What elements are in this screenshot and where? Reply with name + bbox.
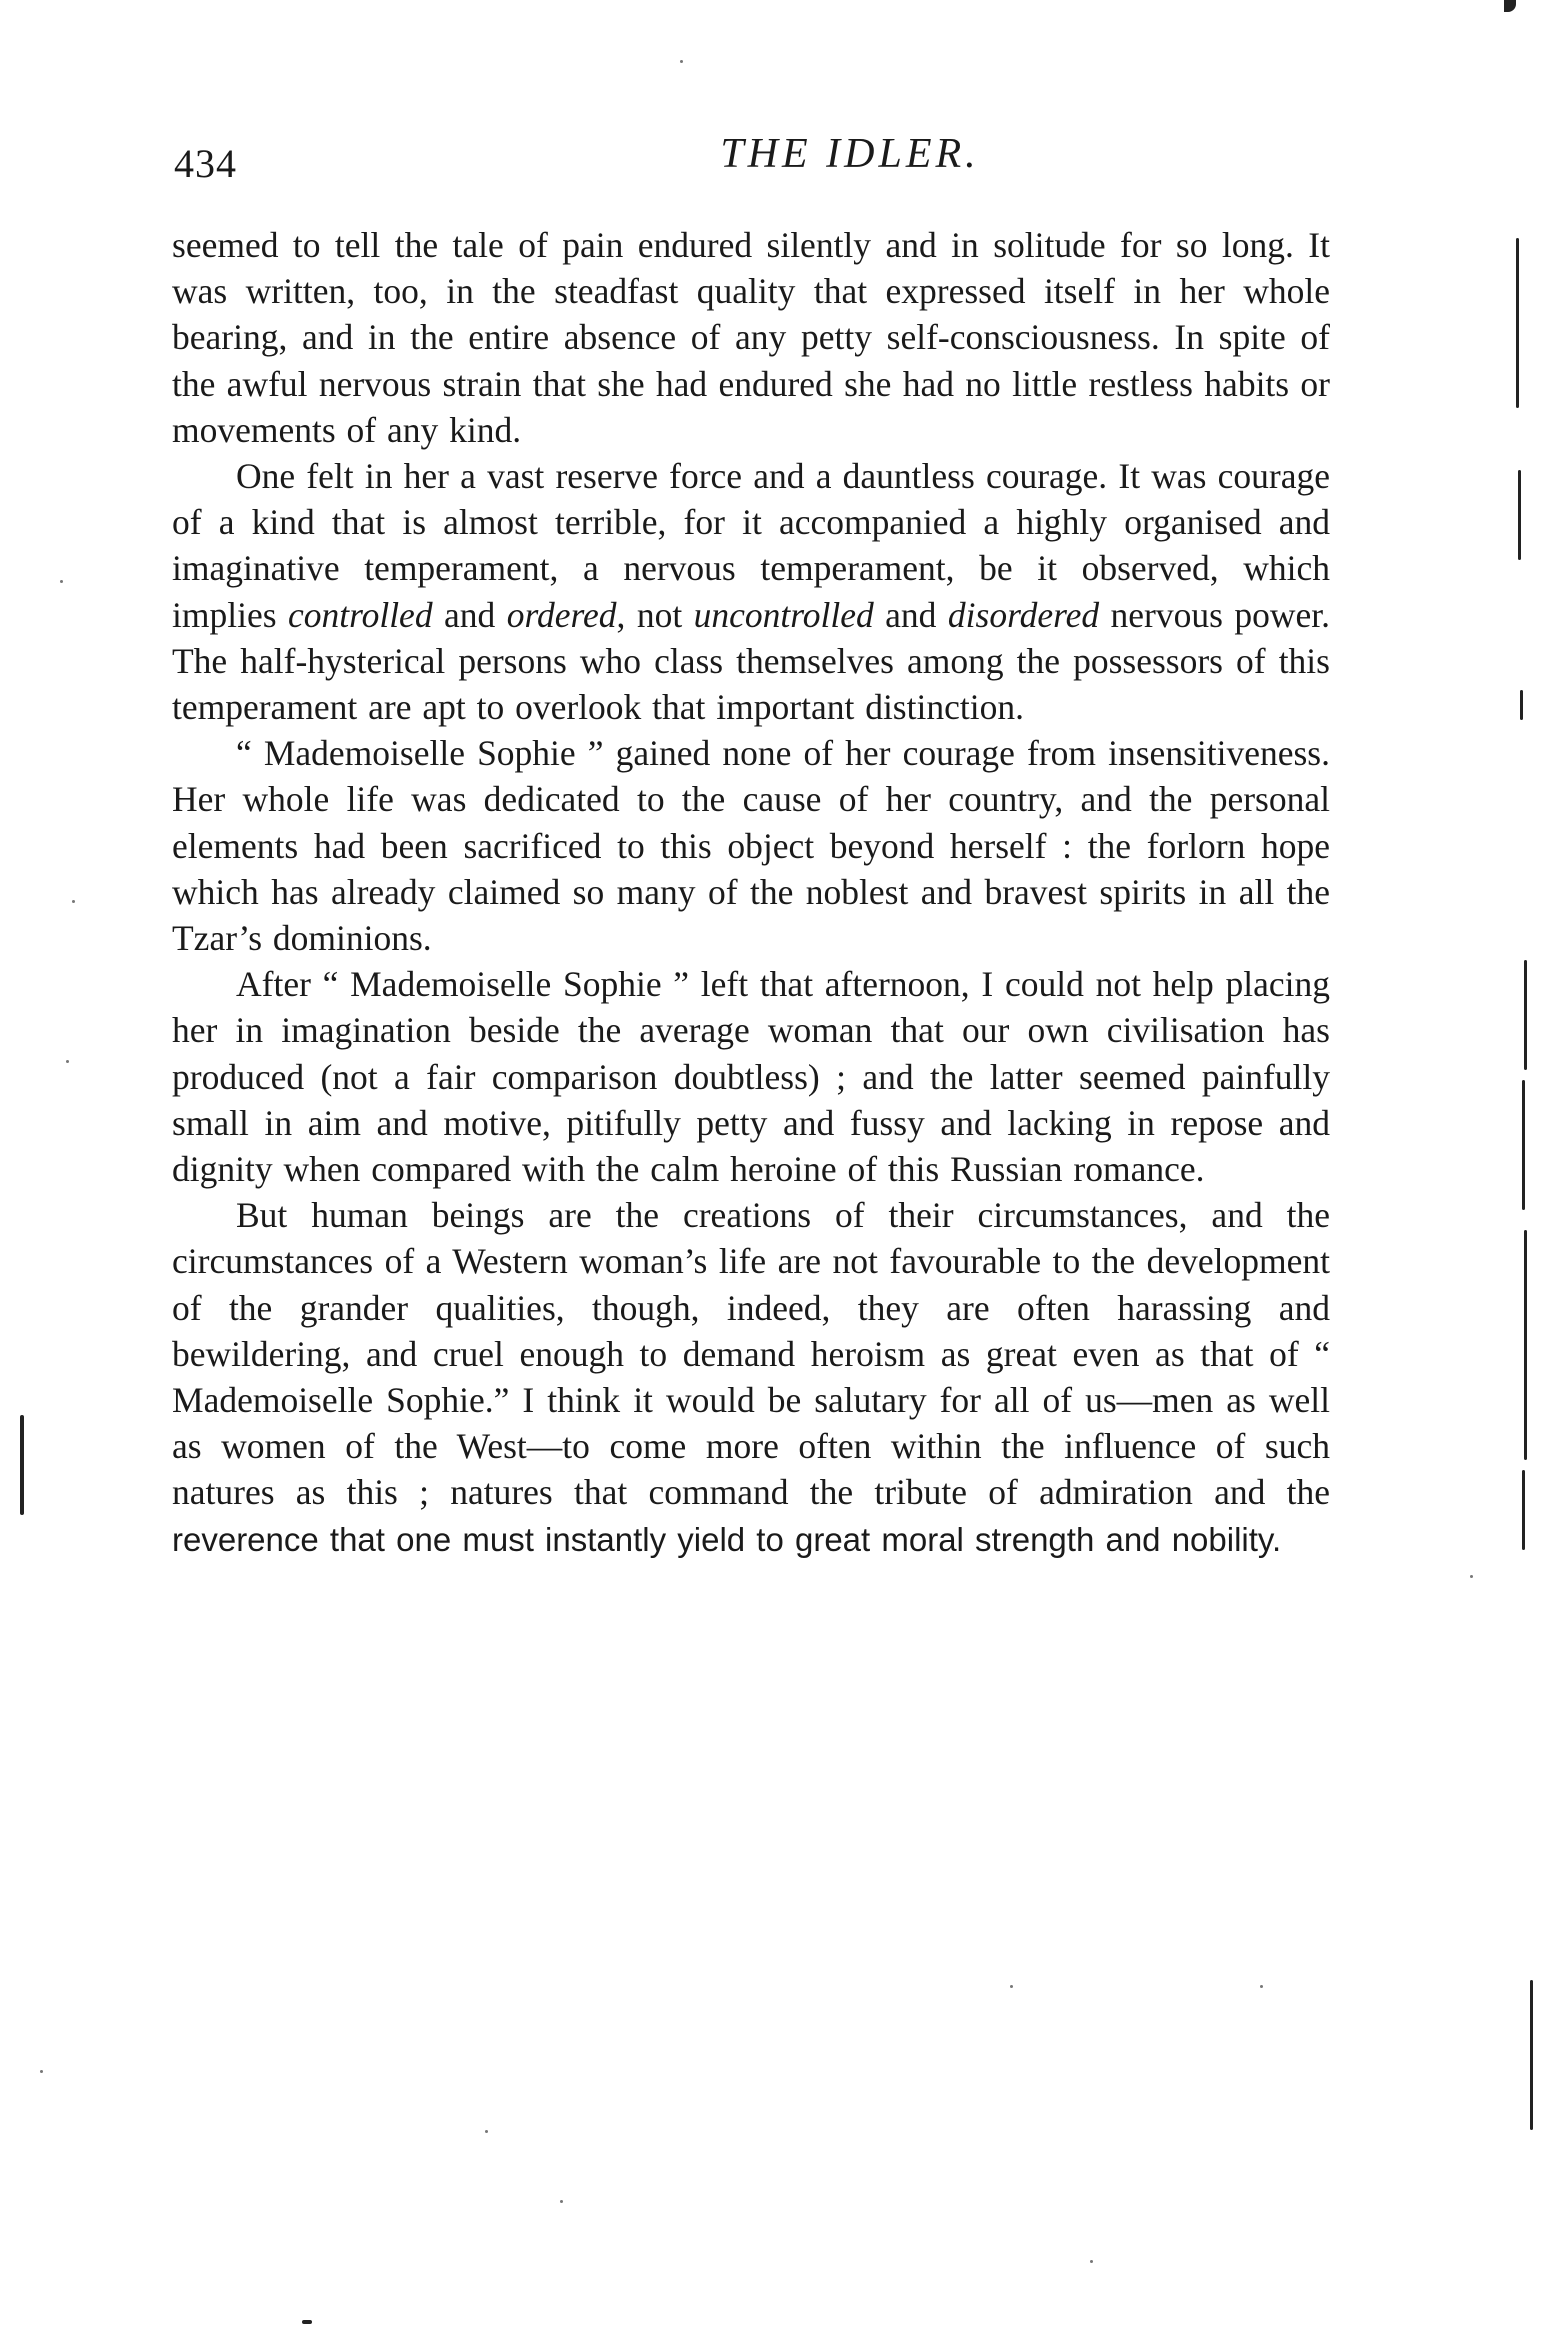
scan-mark	[1516, 238, 1519, 408]
scan-speck	[60, 580, 63, 583]
paragraph-5	[172, 1192, 1330, 1563]
text-run: One felt in her a vast reserve force and a dauntless courage. It was courage of a kind that is almost terrible, for it accompanied a highly organised and imaginative temperament, a nervous temperament, be it observed, which implies	[172, 456, 1330, 635]
italic-emphasis: controlled	[287, 594, 433, 635]
scan-speck	[1090, 2260, 1093, 2263]
scan-speck	[485, 2130, 488, 2133]
page-header	[170, 130, 1350, 190]
scan-speck	[66, 1060, 69, 1063]
page-number: 434	[174, 141, 237, 186]
italic-emphasis: uncontrolled	[693, 594, 874, 635]
italic-emphasis: disordered	[947, 594, 1100, 635]
text-run: “ Mademoiselle Sophie ” gained none of her courage from insensitiveness. Her whole life was dedicated to the cause of her country, and the personal elements had been sacrificed to this object beyond herself : the forlorn hope which has already claimed so many of the noblest and bravest spirits in all the Tzar’s dominions.	[172, 733, 1330, 959]
text-run: seemed to tell the tale of pain endured silently and in solitude for so long. It was written, too, in the steadfast quality that expressed itself in her whole bearing, and in the entire absence of any petty self-consciousness. In spite of the awful nervous strain that she had endured she had no little restless habits or movements of any kind.	[172, 225, 1330, 450]
scan-speck	[40, 2070, 43, 2073]
scan-mark	[1522, 1470, 1525, 1550]
scan-mark	[1522, 1080, 1525, 1210]
text-run: But human beings are the creations of their circumstances, and the circumstances of a Western woman’s life are not favourable to the development of the grander qualities, though, indeed, they are often harassing and bewildering, and cruel enough to demand heroism as great even as that of “ Mademoiselle Sophie.” I think it would be salutary for all of us—men as well as women of the West—to come more often within the influence of such natures as this ; natures that command the tribute of admiration and the	[172, 1195, 1330, 1513]
scan-speck	[680, 60, 683, 63]
scan-speck	[1010, 1985, 1013, 1988]
scan-mark	[1520, 690, 1523, 720]
text-run: After “ Mademoiselle Sophie ” left that afternoon, I could not help placing her in imagination beside the average woman that our own civilisation has produced (not a fair comparison doubtless) ; and the latter seemed painfully small in aim and motive, pitifully petty and fussy and lacking in repose and dignity when compared with the calm heroine of this Russian romance.	[172, 964, 1330, 1190]
scan-mark	[1504, 0, 1516, 12]
scan-speck	[1470, 1575, 1473, 1578]
scan-speck	[72, 900, 75, 903]
scan-mark	[1524, 1230, 1527, 1460]
scan-mark	[20, 1415, 24, 1515]
paragraph-1	[172, 222, 1330, 453]
scan-mark	[1530, 1980, 1533, 2130]
scan-mark	[302, 2320, 312, 2324]
scan-mark	[1518, 470, 1521, 560]
text-run: nervous power. The half-hysterical persons who class themselves among the possessors of this temperament are apt to overlook that important distinction.	[172, 594, 1330, 728]
scan-mark	[1524, 960, 1527, 1070]
body-text	[172, 222, 1330, 1563]
paragraph-2	[172, 453, 1330, 730]
paragraph-4	[172, 961, 1330, 1192]
text-run: , not	[616, 594, 694, 635]
text-run: and	[432, 594, 507, 635]
text-run: and	[873, 594, 948, 635]
text-run-heavy: reverence that one must instantly yield to great moral strength and nobility.	[172, 1520, 1282, 1558]
running-title: THE IDLER.	[720, 131, 980, 177]
scan-speck	[560, 2200, 563, 2203]
italic-emphasis: ordered	[506, 594, 617, 635]
paragraph-3	[172, 730, 1330, 961]
scan-speck	[1260, 1985, 1263, 1988]
